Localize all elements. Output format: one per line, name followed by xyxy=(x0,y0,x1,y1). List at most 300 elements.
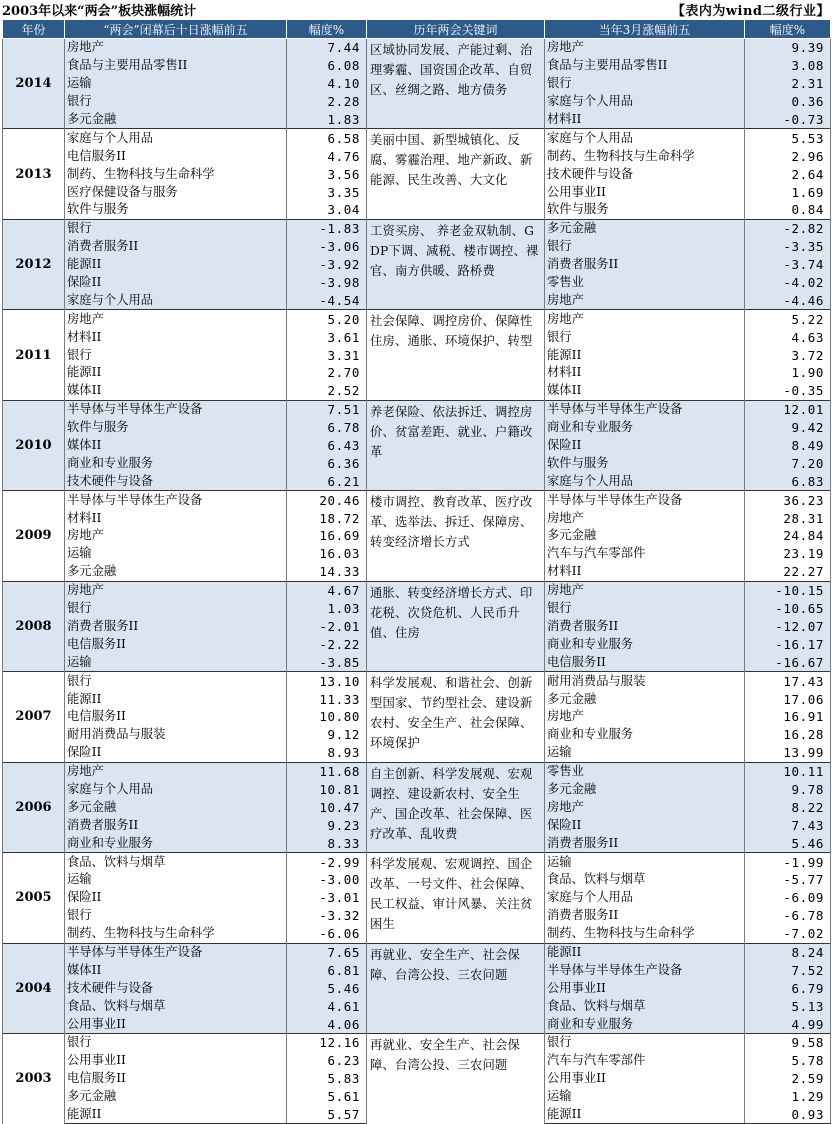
march-industry: 运输 xyxy=(545,1088,745,1106)
post-session-gain: 18.72 xyxy=(287,509,367,527)
header-year: 年份 xyxy=(3,20,65,39)
march-industry: 制药、生物科技与生命科学 xyxy=(545,147,745,165)
post-session-gain: 3.35 xyxy=(287,183,367,201)
post-session-gain: 2.28 xyxy=(287,93,367,111)
march-industry: 制药、生物科技与生命科学 xyxy=(545,925,745,943)
table-note: 【表内为wind二级行业】 xyxy=(671,4,830,19)
march-industry: 商业和专业服务 xyxy=(545,1015,745,1033)
post-session-industry: 保险II xyxy=(65,889,287,907)
post-session-gain: 7.44 xyxy=(287,39,367,57)
march-gain: 7.43 xyxy=(745,816,831,834)
post-session-gain: 6.58 xyxy=(287,129,367,147)
post-session-industry: 运输 xyxy=(65,871,287,889)
march-industry: 房地产 xyxy=(545,798,745,816)
march-industry: 半导体与半导体生产设备 xyxy=(545,491,745,509)
march-gain: 9.78 xyxy=(745,781,831,799)
keywords-cell: 科学发展观、和谐社会、创新型国家、节约型社会、建设新农村、安全生产、社会保障、环境保护 xyxy=(367,672,545,762)
march-industry: 银行 xyxy=(545,328,745,346)
table-title: 2003年以来“两会”板块涨幅统计 xyxy=(2,4,197,19)
post-session-industry: 房地产 xyxy=(65,310,287,328)
march-industry: 多元金融 xyxy=(545,690,745,708)
year-cell: 2008 xyxy=(3,581,65,671)
march-gain: 0.36 xyxy=(745,93,831,111)
post-session-industry: 耐用消费品与服装 xyxy=(65,726,287,744)
year-group xyxy=(3,762,831,852)
post-session-industry: 消费者服务II xyxy=(65,618,287,636)
post-session-gain: 4.10 xyxy=(287,75,367,93)
post-session-gain: 6.78 xyxy=(287,419,367,437)
post-session-gain: -6.06 xyxy=(287,925,367,943)
march-industry: 房地产 xyxy=(545,581,745,599)
post-session-industry: 家庭与个人用品 xyxy=(65,781,287,799)
march-industry: 房地产 xyxy=(545,39,745,57)
march-industry: 零售业 xyxy=(545,762,745,780)
post-session-industry: 多元金融 xyxy=(65,111,287,129)
post-session-industry: 媒体II xyxy=(65,382,287,400)
post-session-industry: 多元金融 xyxy=(65,798,287,816)
march-industry: 房地产 xyxy=(545,310,745,328)
post-session-gain: -3.92 xyxy=(287,256,367,274)
post-session-industry: 运输 xyxy=(65,653,287,671)
march-gain: 2.31 xyxy=(745,75,831,93)
year-cell: 2011 xyxy=(3,310,65,400)
march-gain: 9.58 xyxy=(745,1033,831,1051)
march-industry: 家庭与个人用品 xyxy=(545,889,745,907)
march-gain: -12.07 xyxy=(745,618,831,636)
post-session-industry: 制药、生物科技与生命科学 xyxy=(65,925,287,943)
march-industry: 耐用消费品与服装 xyxy=(545,672,745,690)
post-session-gain: 3.04 xyxy=(287,201,367,219)
post-session-gain: 3.31 xyxy=(287,346,367,364)
march-gain: -0.35 xyxy=(745,382,831,400)
year-cell: 2010 xyxy=(3,400,65,490)
march-industry: 半导体与半导体生产设备 xyxy=(545,961,745,979)
post-session-industry: 家庭与个人用品 xyxy=(65,291,287,309)
march-industry: 银行 xyxy=(545,1033,745,1051)
march-gain: -10.65 xyxy=(745,600,831,618)
march-industry: 商业和专业服务 xyxy=(545,419,745,437)
post-session-gain: 7.65 xyxy=(287,943,367,961)
march-industry: 公用事业II xyxy=(545,183,745,201)
march-industry: 商业和专业服务 xyxy=(545,635,745,653)
march-gain: 5.13 xyxy=(745,997,831,1015)
year-group xyxy=(3,1033,831,1123)
table-row xyxy=(3,943,831,961)
post-session-industry: 运输 xyxy=(65,545,287,563)
post-session-industry: 房地产 xyxy=(65,527,287,545)
keywords-cell: 自主创新、科学发展观、宏观调控、建设新农村、安全生产、国企改革、社会保障、医疗改革、乱收费 xyxy=(367,762,545,852)
year-group xyxy=(3,491,831,581)
march-gain: -16.17 xyxy=(745,635,831,653)
march-industry: 材料II xyxy=(545,364,745,382)
post-session-industry: 材料II xyxy=(65,328,287,346)
post-session-gain: 14.33 xyxy=(287,563,367,581)
year-cell: 2005 xyxy=(3,853,65,943)
march-gain: -7.02 xyxy=(745,925,831,943)
post-session-gain: -3.98 xyxy=(287,274,367,292)
keywords-cell: 社会保障、调控房价、保障性住房、通胀、环境保护、转型 xyxy=(367,310,545,400)
year-group xyxy=(3,943,831,1033)
march-industry: 家庭与个人用品 xyxy=(545,93,745,111)
march-gain: 7.52 xyxy=(745,961,831,979)
march-industry: 多元金融 xyxy=(545,527,745,545)
year-cell: 2004 xyxy=(3,943,65,1033)
post-session-gain: 3.61 xyxy=(287,328,367,346)
title-row xyxy=(2,0,830,19)
march-gain: -6.09 xyxy=(745,889,831,907)
post-session-gain: 11.68 xyxy=(287,762,367,780)
march-industry: 食品、饮料与烟草 xyxy=(545,871,745,889)
post-session-industry: 银行 xyxy=(65,1033,287,1051)
march-gain: 1.90 xyxy=(745,364,831,382)
march-gain: 8.24 xyxy=(745,943,831,961)
keywords-cell: 区域协同发展、产能过剩、治理雾霾、国资国企改革、自贸区、丝绸之路、地方债务 xyxy=(367,39,545,129)
post-session-industry: 运输 xyxy=(65,75,287,93)
march-industry: 公用事业II xyxy=(545,979,745,997)
march-industry: 消费者服务II xyxy=(545,907,745,925)
march-industry: 家庭与个人用品 xyxy=(545,129,745,147)
post-session-gain: 8.93 xyxy=(287,744,367,762)
post-session-gain: 13.10 xyxy=(287,672,367,690)
table-row xyxy=(3,672,831,690)
march-industry: 银行 xyxy=(545,75,745,93)
march-gain: 17.43 xyxy=(745,672,831,690)
post-session-gain: -1.83 xyxy=(287,219,367,237)
post-session-industry: 软件与服务 xyxy=(65,201,287,219)
post-session-industry: 家庭与个人用品 xyxy=(65,129,287,147)
march-industry: 软件与服务 xyxy=(545,454,745,472)
post-session-gain: 6.08 xyxy=(287,57,367,75)
post-session-gain: -4.54 xyxy=(287,291,367,309)
post-session-gain: 9.12 xyxy=(287,726,367,744)
march-industry: 食品、饮料与烟草 xyxy=(545,997,745,1015)
post-session-gain: 6.43 xyxy=(287,437,367,455)
post-session-industry: 消费者服务II xyxy=(65,238,287,256)
march-industry: 能源II xyxy=(545,346,745,364)
post-session-gain: 16.69 xyxy=(287,527,367,545)
post-session-industry: 消费者服务II xyxy=(65,816,287,834)
march-industry: 运输 xyxy=(545,853,745,871)
march-gain: 9.39 xyxy=(745,39,831,57)
march-industry: 多元金融 xyxy=(545,781,745,799)
post-session-gain: -3.32 xyxy=(287,907,367,925)
march-gain: 9.42 xyxy=(745,419,831,437)
march-gain: -1.99 xyxy=(745,853,831,871)
post-session-gain: -2.99 xyxy=(287,853,367,871)
march-industry: 多元金融 xyxy=(545,219,745,237)
post-session-industry: 软件与服务 xyxy=(65,419,287,437)
year-group xyxy=(3,400,831,490)
march-industry: 消费者服务II xyxy=(545,256,745,274)
post-session-industry: 技术硬件与设备 xyxy=(65,472,287,490)
post-session-industry: 食品与主要用品零售II xyxy=(65,57,287,75)
keywords-cell: 养老保险、依法拆迁、调控房价、贫富差距、就业、户籍改革 xyxy=(367,400,545,490)
march-gain: 8.22 xyxy=(745,798,831,816)
march-gain: 5.46 xyxy=(745,834,831,852)
march-industry: 能源II xyxy=(545,943,745,961)
march-gain: 16.91 xyxy=(745,708,831,726)
table-row xyxy=(3,400,831,418)
post-session-gain: 5.20 xyxy=(287,310,367,328)
year-cell: 2006 xyxy=(3,762,65,852)
header-row xyxy=(3,20,831,39)
post-session-gain: -2.22 xyxy=(287,635,367,653)
post-session-industry: 商业和专业服务 xyxy=(65,454,287,472)
march-gain: 10.11 xyxy=(745,762,831,780)
post-session-gain: 6.81 xyxy=(287,961,367,979)
post-session-industry: 半导体与半导体生产设备 xyxy=(65,943,287,961)
march-industry: 电信服务II xyxy=(545,653,745,671)
march-gain: -16.67 xyxy=(745,653,831,671)
post-session-industry: 媒体II xyxy=(65,437,287,455)
year-group xyxy=(3,129,831,219)
post-session-gain: 4.76 xyxy=(287,147,367,165)
post-session-industry: 食品、饮料与烟草 xyxy=(65,997,287,1015)
post-session-industry: 半导体与半导体生产设备 xyxy=(65,400,287,418)
post-session-industry: 保险II xyxy=(65,274,287,292)
post-session-gain: 6.23 xyxy=(287,1052,367,1070)
march-gain: 36.23 xyxy=(745,491,831,509)
march-gain: 8.49 xyxy=(745,437,831,455)
march-gain: -4.46 xyxy=(745,291,831,309)
post-session-industry: 银行 xyxy=(65,219,287,237)
post-session-gain: 1.83 xyxy=(287,111,367,129)
march-industry: 能源II xyxy=(545,1106,745,1124)
march-gain: 22.27 xyxy=(745,563,831,581)
march-gain: 23.19 xyxy=(745,545,831,563)
march-industry: 材料II xyxy=(545,563,745,581)
post-session-industry: 多元金融 xyxy=(65,563,287,581)
year-cell: 2013 xyxy=(3,129,65,219)
march-industry: 材料II xyxy=(545,111,745,129)
post-session-industry: 电信服务II xyxy=(65,635,287,653)
post-session-gain: 4.67 xyxy=(287,581,367,599)
table-row xyxy=(3,491,831,509)
march-industry: 商业和专业服务 xyxy=(545,726,745,744)
march-gain: 4.63 xyxy=(745,328,831,346)
post-session-industry: 商业和专业服务 xyxy=(65,834,287,852)
year-group xyxy=(3,672,831,762)
march-gain: -10.15 xyxy=(745,581,831,599)
post-session-gain: 2.52 xyxy=(287,382,367,400)
post-session-industry: 电信服务II xyxy=(65,708,287,726)
march-gain: -0.73 xyxy=(745,111,831,129)
march-gain: 3.08 xyxy=(745,57,831,75)
march-industry: 半导体与半导体生产设备 xyxy=(545,400,745,418)
post-session-gain: 6.36 xyxy=(287,454,367,472)
post-session-gain: -3.01 xyxy=(287,889,367,907)
march-gain: 6.79 xyxy=(745,979,831,997)
march-gain: 5.53 xyxy=(745,129,831,147)
table-row xyxy=(3,219,831,237)
march-gain: 2.59 xyxy=(745,1070,831,1088)
march-gain: -6.78 xyxy=(745,907,831,925)
march-industry: 媒体II xyxy=(545,382,745,400)
table-row xyxy=(3,129,831,147)
industry-gain-table xyxy=(2,19,831,1124)
march-industry: 保险II xyxy=(545,816,745,834)
march-industry: 银行 xyxy=(545,600,745,618)
post-session-industry: 银行 xyxy=(65,346,287,364)
post-session-gain: 11.33 xyxy=(287,690,367,708)
post-session-gain: 10.81 xyxy=(287,781,367,799)
post-session-industry: 媒体II xyxy=(65,961,287,979)
march-gain: 17.06 xyxy=(745,690,831,708)
post-session-gain: 4.06 xyxy=(287,1015,367,1033)
march-gain: 7.20 xyxy=(745,454,831,472)
post-session-industry: 银行 xyxy=(65,600,287,618)
march-industry: 技术硬件与设备 xyxy=(545,165,745,183)
post-session-industry: 医疗保健设备与服务 xyxy=(65,183,287,201)
post-session-gain: 12.16 xyxy=(287,1033,367,1051)
keywords-cell: 美丽中国、新型城镇化、反腐、雾霾治理、地产新政、新能源、民生改善、大文化 xyxy=(367,129,545,219)
march-gain: 0.93 xyxy=(745,1106,831,1124)
post-session-industry: 公用事业II xyxy=(65,1052,287,1070)
march-gain: 24.84 xyxy=(745,527,831,545)
march-gain: 13.99 xyxy=(745,744,831,762)
march-industry: 房地产 xyxy=(545,509,745,527)
march-gain: 2.64 xyxy=(745,165,831,183)
table-row xyxy=(3,1033,831,1051)
march-gain: 4.99 xyxy=(745,1015,831,1033)
post-session-gain: 7.51 xyxy=(287,400,367,418)
year-group xyxy=(3,581,831,671)
post-session-gain: -3.00 xyxy=(287,871,367,889)
post-session-gain: -2.01 xyxy=(287,618,367,636)
keywords-cell: 科学发展观、宏观调控、国企改革、一号文件、社会保障、民工权益、审计风暴、关注贫困生 xyxy=(367,853,545,943)
table-row xyxy=(3,853,831,871)
post-session-gain: -3.85 xyxy=(287,653,367,671)
keywords-cell: 再就业、安全生产、社会保障、台湾公投、三农问题 xyxy=(367,943,545,1033)
post-session-gain: 5.61 xyxy=(287,1088,367,1106)
post-session-gain: 5.46 xyxy=(287,979,367,997)
post-session-gain: 20.46 xyxy=(287,491,367,509)
march-industry: 汽车与汽车零部件 xyxy=(545,545,745,563)
march-gain: 5.22 xyxy=(745,310,831,328)
march-industry: 软件与服务 xyxy=(545,201,745,219)
post-session-gain: 5.57 xyxy=(287,1106,367,1124)
keywords-cell: 再就业、安全生产、社会保障、台湾公投、三农问题 xyxy=(367,1033,545,1123)
header-post-session-top5: “两会”闭幕后十日涨幅前五 xyxy=(65,20,287,39)
year-cell: 2007 xyxy=(3,672,65,762)
table-row xyxy=(3,310,831,328)
post-session-gain: 10.80 xyxy=(287,708,367,726)
march-industry: 房地产 xyxy=(545,708,745,726)
header-post-session-pct: 幅度% xyxy=(287,20,367,39)
spreadsheet xyxy=(2,0,830,1124)
post-session-industry: 银行 xyxy=(65,93,287,111)
header-keywords: 历年两会关键词 xyxy=(367,20,545,39)
march-industry: 公用事业II xyxy=(545,1070,745,1088)
march-industry: 保险II xyxy=(545,437,745,455)
post-session-industry: 能源II xyxy=(65,690,287,708)
keywords-cell: 工资买房、 养老金双轨制、GDP下调、减税、楼市调控、裸官、南方供暖、路桥费 xyxy=(367,219,545,309)
post-session-gain: 16.03 xyxy=(287,545,367,563)
post-session-industry: 房地产 xyxy=(65,39,287,57)
march-gain: 16.28 xyxy=(745,726,831,744)
table-row xyxy=(3,762,831,780)
march-industry: 消费者服务II xyxy=(545,618,745,636)
march-gain: 6.83 xyxy=(745,472,831,490)
year-cell: 2003 xyxy=(3,1033,65,1123)
march-gain: -5.77 xyxy=(745,871,831,889)
post-session-gain: 9.23 xyxy=(287,816,367,834)
march-industry: 银行 xyxy=(545,238,745,256)
year-group xyxy=(3,310,831,400)
march-gain: 1.29 xyxy=(745,1088,831,1106)
post-session-gain: 4.61 xyxy=(287,997,367,1015)
post-session-industry: 银行 xyxy=(65,907,287,925)
march-industry: 消费者服务II xyxy=(545,834,745,852)
post-session-industry: 多元金融 xyxy=(65,1088,287,1106)
march-gain: -4.02 xyxy=(745,274,831,292)
march-gain: -3.74 xyxy=(745,256,831,274)
march-gain: -3.35 xyxy=(745,238,831,256)
march-gain: -2.82 xyxy=(745,219,831,237)
post-session-industry: 能源II xyxy=(65,1106,287,1124)
march-industry: 房地产 xyxy=(545,291,745,309)
march-industry: 食品与主要用品零售II xyxy=(545,57,745,75)
year-group xyxy=(3,219,831,309)
post-session-industry: 公用事业II xyxy=(65,1015,287,1033)
march-industry: 家庭与个人用品 xyxy=(545,472,745,490)
keywords-cell: 楼市调控、教育改革、医疗改革、选举法、拆迁、保障房、转变经济增长方式 xyxy=(367,491,545,581)
year-group xyxy=(3,39,831,129)
post-session-gain: 2.70 xyxy=(287,364,367,382)
march-gain: 2.96 xyxy=(745,147,831,165)
table-row xyxy=(3,581,831,599)
post-session-industry: 保险II xyxy=(65,744,287,762)
march-gain: 3.72 xyxy=(745,346,831,364)
march-gain: 5.78 xyxy=(745,1052,831,1070)
march-gain: 12.01 xyxy=(745,400,831,418)
post-session-industry: 制药、生物科技与生命科学 xyxy=(65,165,287,183)
year-cell: 2012 xyxy=(3,219,65,309)
post-session-industry: 银行 xyxy=(65,672,287,690)
post-session-gain: 6.21 xyxy=(287,472,367,490)
post-session-industry: 半导体与半导体生产设备 xyxy=(65,491,287,509)
header-march-top5: 当年3月涨幅前五 xyxy=(545,20,745,39)
post-session-gain: 8.33 xyxy=(287,834,367,852)
march-gain: 1.69 xyxy=(745,183,831,201)
march-industry: 零售业 xyxy=(545,274,745,292)
post-session-industry: 房地产 xyxy=(65,581,287,599)
post-session-gain: 10.47 xyxy=(287,798,367,816)
header-march-pct: 幅度% xyxy=(745,20,831,39)
march-gain: 28.31 xyxy=(745,509,831,527)
post-session-industry: 能源II xyxy=(65,364,287,382)
table-row xyxy=(3,39,831,57)
post-session-gain: 5.83 xyxy=(287,1070,367,1088)
post-session-industry: 电信服务II xyxy=(65,1070,287,1088)
post-session-gain: -3.06 xyxy=(287,238,367,256)
post-session-industry: 房地产 xyxy=(65,762,287,780)
post-session-industry: 食品、饮料与烟草 xyxy=(65,853,287,871)
march-industry: 运输 xyxy=(545,744,745,762)
post-session-gain: 1.03 xyxy=(287,600,367,618)
keywords-cell: 通胀、转变经济增长方式、印花税、次贷危机、人民币升值、住房 xyxy=(367,581,545,671)
post-session-gain: 3.56 xyxy=(287,165,367,183)
post-session-industry: 材料II xyxy=(65,509,287,527)
march-gain: 0.84 xyxy=(745,201,831,219)
year-group xyxy=(3,853,831,943)
march-industry: 汽车与汽车零部件 xyxy=(545,1052,745,1070)
year-cell: 2014 xyxy=(3,39,65,129)
post-session-industry: 能源II xyxy=(65,256,287,274)
year-cell: 2009 xyxy=(3,491,65,581)
post-session-industry: 电信服务II xyxy=(65,147,287,165)
post-session-industry: 技术硬件与设备 xyxy=(65,979,287,997)
